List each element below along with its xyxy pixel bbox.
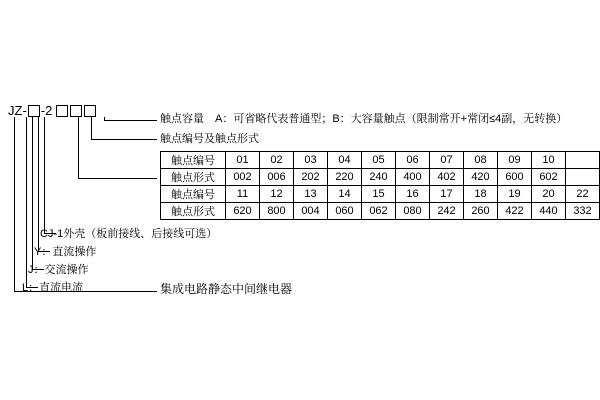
table-cell (566, 152, 600, 169)
table-cell: 16 (396, 186, 430, 203)
row-header: 触点形式 (161, 169, 226, 186)
label-ac-operation: J：交流操作 (28, 264, 89, 276)
label-contact-number-form: 触点编号及触点形式 (160, 133, 259, 145)
table-cell: 422 (498, 203, 532, 220)
table-cell: 14 (328, 186, 362, 203)
label-dc-operation: Y：直流操作 (34, 246, 97, 258)
table-cell: 002 (226, 169, 260, 186)
row-header: 触点形式 (161, 203, 226, 220)
table-cell: 07 (430, 152, 464, 169)
table-cell: 402 (430, 169, 464, 186)
table-cell: 19 (498, 186, 532, 203)
label-shell-type: CJ-1外壳（板前接线、后接线可选） (40, 228, 218, 240)
table-cell (566, 169, 600, 186)
table-cell: 13 (294, 186, 328, 203)
table-cell: 10 (532, 152, 566, 169)
table-cell: 18 (464, 186, 498, 203)
table-cell: 15 (362, 186, 396, 203)
table-cell: 332 (566, 203, 600, 220)
row-header: 触点编号 (161, 186, 226, 203)
table-cell: 242 (430, 203, 464, 220)
table-cell: 602 (532, 169, 566, 186)
table-cell: 006 (260, 169, 294, 186)
table-row (161, 169, 600, 186)
table-row (161, 203, 600, 220)
table-cell: 09 (498, 152, 532, 169)
table-cell: 22 (566, 186, 600, 203)
table-cell: 080 (396, 203, 430, 220)
table-cell: 12 (260, 186, 294, 203)
table-cell: 202 (294, 169, 328, 186)
table-cell: 17 (430, 186, 464, 203)
table-cell: 440 (532, 203, 566, 220)
row-header: 触点编号 (161, 152, 226, 169)
table-cell: 03 (294, 152, 328, 169)
table-cell: 11 (226, 186, 260, 203)
table-cell: 600 (498, 169, 532, 186)
table-cell: 800 (260, 203, 294, 220)
table-cell: 240 (362, 169, 396, 186)
table-cell: 220 (328, 169, 362, 186)
model-code-prefix: JZ (8, 103, 23, 118)
model-code-digit: 2 (45, 103, 53, 118)
table-cell: 06 (396, 152, 430, 169)
model-code-dash-1: - (22, 103, 27, 118)
table-cell: 004 (294, 203, 328, 220)
table-cell: 620 (226, 203, 260, 220)
table-cell: 01 (226, 152, 260, 169)
table-cell: 260 (464, 203, 498, 220)
table-cell: 04 (328, 152, 362, 169)
table-cell: 400 (396, 169, 430, 186)
table-row (161, 186, 600, 203)
model-code-dash-2: - (40, 103, 46, 118)
table-cell: 062 (362, 203, 396, 220)
contact-table (160, 151, 600, 220)
label-contact-capacity: 触点容量 A：可省略代表普通型；B：大容量触点（限制常开+常闭≤4副，无转换） (160, 113, 568, 125)
label-dc-current: L：直流电流 (22, 282, 84, 294)
table-cell: 20 (532, 186, 566, 203)
label-product-name: 集成电路静态中间继电器 (160, 282, 293, 296)
table-cell: 02 (260, 152, 294, 169)
contact-table-wrapper (160, 151, 600, 220)
table-row (161, 152, 600, 169)
table-cell: 060 (328, 203, 362, 220)
table-cell: 05 (362, 152, 396, 169)
table-cell: 420 (464, 169, 498, 186)
table-cell: 08 (464, 152, 498, 169)
